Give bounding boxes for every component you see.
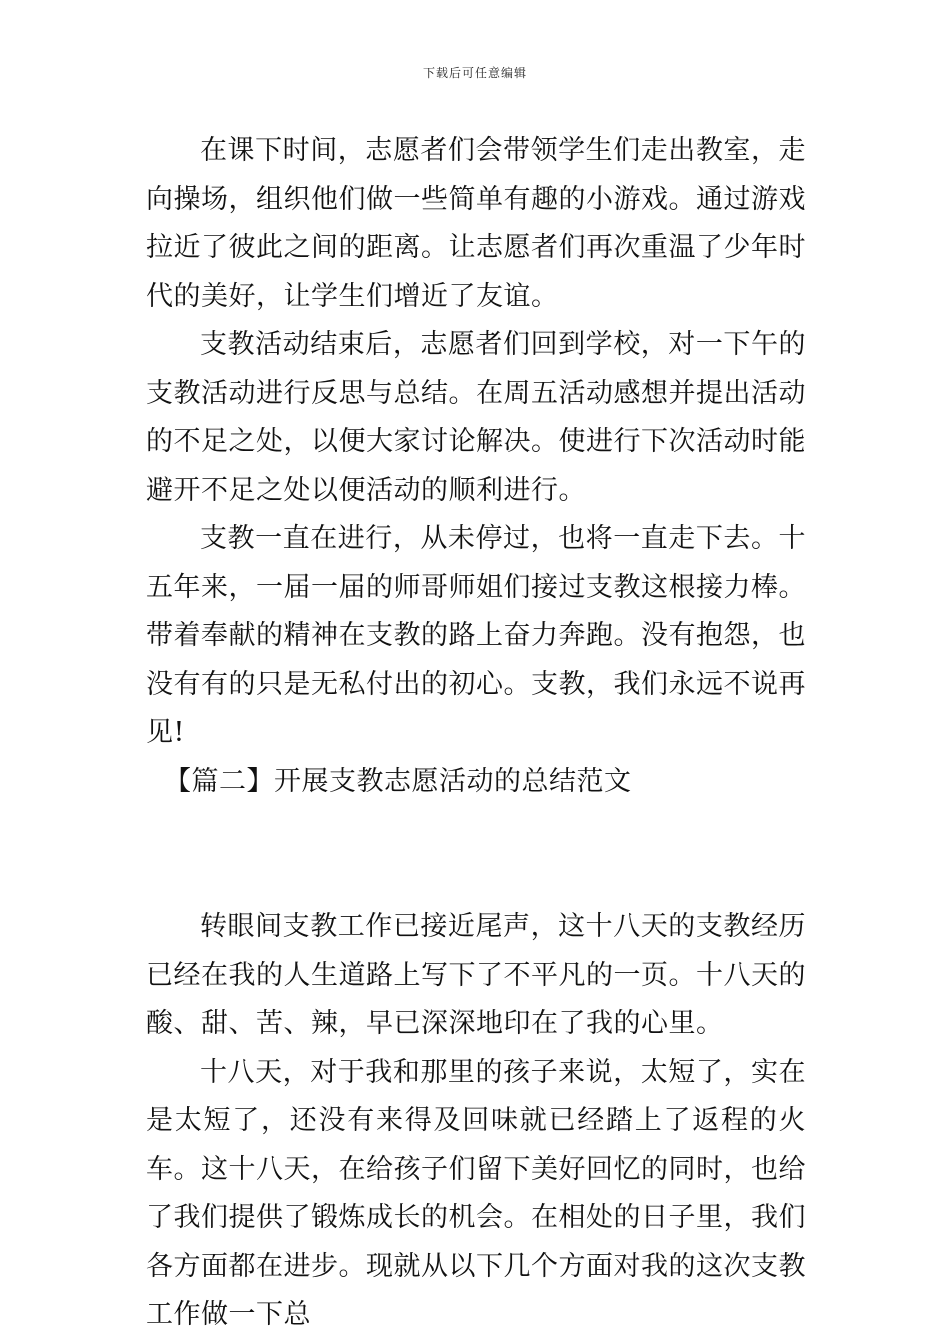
paragraph: 支教活动结束后，志愿者们回到学校，对一下午的支教活动进行反思与总结。在周五活动感想并提出活动的不足之处，以便大家讨论解决。使进行下次活动时能避开不足之处以便活动的顺利进行。: [146, 329, 806, 506]
paragraph: 支教一直在进行，从未停过，也将一直走下去。十五年来，一届一届的师哥师姐们接过支教这根接力棒。带着奉献的精神在支教的路上奋力奔跑。没有抱怨，也没有有的只是无私付出的初心。支教，我们永远不说再见!: [146, 523, 806, 748]
document-body: [146, 127, 806, 1340]
paragraph: 转眼间支教工作已接近尾声，这十八天的支教经历已经在我的人生道路上写下了不平凡的一页。十八天的酸、甜、苦、辣，早已深深地印在了我的心里。: [146, 911, 806, 1039]
page-header: 下载后可任意编辑: [422, 66, 527, 80]
paragraph: 十八天，对于我和那里的孩子来说，太短了，实在是太短了，还没有来得及回味就已经踏上了返程的火车。这十八天，在给孩子们留下美好回忆的同时，也给了我们提供了锻炼成长的机会。在相处的日子里，我们各方面都在进步。现就从以下几个方面对我的这次支教工作做一下总: [146, 1056, 806, 1330]
paragraph: 在课下时间，志愿者们会带领学生们走出教室，走向操场，组织他们做一些简单有趣的小游戏。通过游戏拉近了彼此之间的距离。让志愿者们再次重温了少年时代的美好，让学生们增近了友谊。: [146, 135, 806, 312]
section-title: 【篇二】开展支教志愿活动的总结范文: [164, 765, 632, 797]
section-gap: [146, 806, 806, 903]
